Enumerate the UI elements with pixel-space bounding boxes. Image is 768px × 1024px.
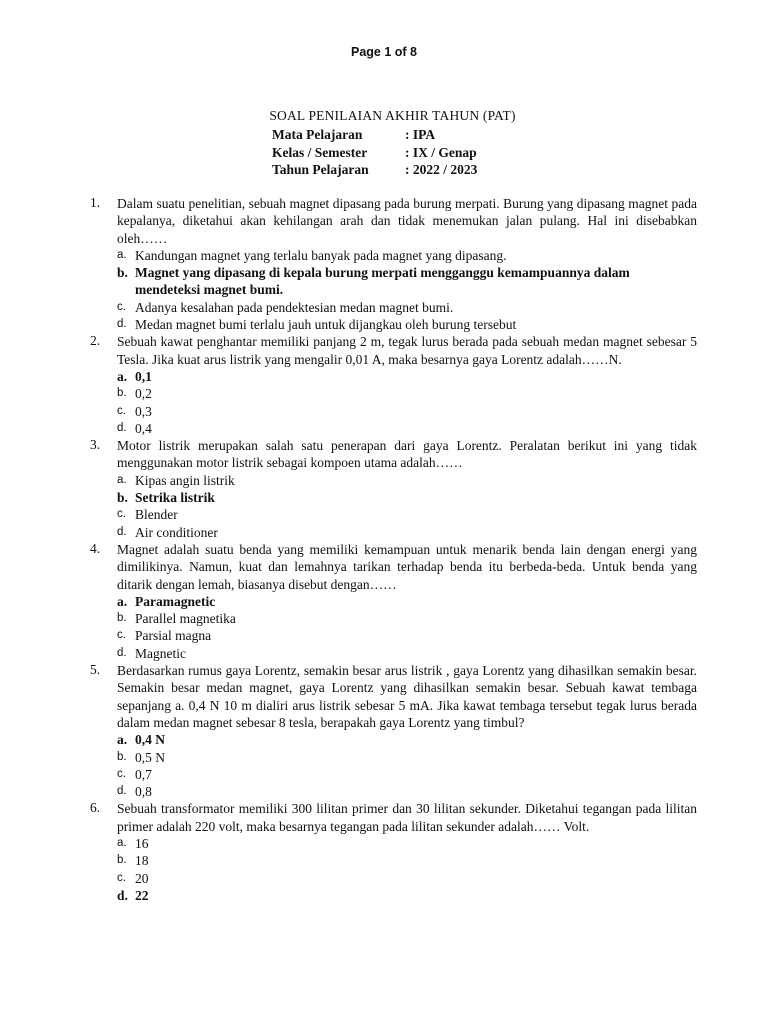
answer-option <box>117 887 697 904</box>
answer-option <box>117 524 697 541</box>
answer-option <box>117 247 697 264</box>
option-letter: b. <box>117 854 127 867</box>
question-item <box>90 800 697 904</box>
option-text: Paramagnetic <box>135 593 216 609</box>
meta-label: Mata Pelajaran <box>272 127 363 142</box>
meta-row-subject <box>272 126 477 144</box>
question-list <box>90 195 697 904</box>
option-text: 0,4 N <box>135 732 165 748</box>
answer-option <box>117 472 697 489</box>
option-text: 0,5 N <box>135 749 165 765</box>
question-number: 1. <box>90 195 101 210</box>
option-text: 16 <box>135 835 149 851</box>
page-number: Page 1 of 8 <box>351 45 417 59</box>
answer-option <box>117 852 697 869</box>
option-text: Kandungan magnet yang terlalu banyak pada magnet yang dipasang. <box>135 247 507 263</box>
answer-option <box>117 783 697 800</box>
answer-option <box>117 299 697 316</box>
option-text: Setrika listrik <box>135 490 215 506</box>
meta-label: Kelas / Semester <box>272 144 368 160</box>
meta-row-year <box>272 161 477 179</box>
question-item <box>90 437 697 541</box>
meta-value: : IPA <box>405 127 436 142</box>
option-letter: d. <box>117 525 127 538</box>
option-letter: c. <box>117 404 126 417</box>
question-number: 4. <box>90 540 101 556</box>
option-letter: d. <box>117 421 127 434</box>
option-letter: c. <box>117 871 126 884</box>
answer-option <box>117 835 697 852</box>
option-text: 0,4 <box>135 420 152 436</box>
question-item <box>90 662 697 800</box>
option-letter: b. <box>117 387 127 400</box>
question-number: 3. <box>90 437 101 453</box>
meta-label: Tahun Pelajaran <box>272 162 369 177</box>
option-letter: a. <box>117 732 128 748</box>
meta-value: : IX / Genap <box>405 144 477 160</box>
answer-option <box>117 489 697 506</box>
option-letter: a. <box>117 473 127 486</box>
answer-option <box>117 870 697 887</box>
option-letter: d. <box>117 318 127 331</box>
answer-option <box>117 645 697 662</box>
option-text: 22 <box>135 887 149 903</box>
option-text: Blender <box>135 507 178 523</box>
question-item <box>90 541 697 662</box>
answer-option <box>117 506 697 523</box>
question-item <box>90 333 697 437</box>
answer-option <box>117 403 697 420</box>
question-number: 2. <box>90 333 101 349</box>
option-text: Adanya kesalahan pada pendektesian medan magnet bumi. <box>135 299 454 315</box>
option-letter: a. <box>117 248 127 261</box>
option-text: 0,3 <box>135 403 152 419</box>
option-letter: d. <box>117 887 128 903</box>
question-text: Motor listrik merupakan salah satu penerapan dari gaya Lorentz. Peralatan berikut ini yang tidak menggunakan motor listrik sebagai kompoen utama adalah…… <box>117 438 697 471</box>
answer-option <box>117 264 697 299</box>
answer-option <box>117 385 697 402</box>
exam-title: SOAL PENILAIAN AKHIR TAHUN (PAT) <box>269 108 516 123</box>
option-text: 0,8 <box>135 784 152 800</box>
option-text: Parallel magnetika <box>135 611 236 627</box>
option-letter: a. <box>117 368 128 384</box>
question-text: Magnet adalah suatu benda yang memiliki kemampuan untuk menarik benda lain dengan energi yang dimilikinya. Namun, kuat dan lemahnya tarikan terhadap benda itu berbeda-beda. Untuk benda yang ditarik dengan lemah, biasanya disebut dengan…… <box>117 541 697 592</box>
option-text: Air conditioner <box>135 524 218 540</box>
option-text: 0,1 <box>135 368 152 384</box>
meta-value: : 2022 / 2023 <box>405 162 478 177</box>
option-letter: b. <box>117 612 127 625</box>
option-text: Magnetic <box>135 645 186 661</box>
answer-option <box>117 610 697 627</box>
question-text: Sebuah transformator memiliki 300 lilitan primer dan 30 lilitan sekunder. Diketahui tegangan pada lilitan primer adalah 220 volt, maka besarnya tegangan pada lilitan sekunder adalah…… Volt. <box>117 801 697 834</box>
answer-option <box>117 316 697 333</box>
option-text: Kipas angin listrik <box>135 472 235 488</box>
question-text: Dalam suatu penelitian, sebuah magnet dipasang pada burung merpati. Burung yang dipasang magnet pada kepalanya, diketahui akan kehilangan arah dan tidak menemukan jalan pulang. Hal ini disebabkan oleh…… <box>117 196 697 246</box>
question-text: Berdasarkan rumus gaya Lorentz, semakin besar arus listrik , gaya Lorentz yang dihasilkan semakin besar. Semakin besar medan magnet, gaya Lorentz yang dihasilkan semakin besar. Sebuah kawat tembaga sepanjang a. 0,4 N 10 m dialiri arus listrik sebesar 5 mA. Jika kawat tembaga tersebut tegak lurus berada dalam medan magnet sebesar 8 tesla, berapakah gaya Lorentz yang timbul? <box>117 663 697 730</box>
question-number: 6. <box>90 800 101 816</box>
answer-option <box>117 420 697 437</box>
exam-meta <box>272 126 477 179</box>
option-letter: b. <box>117 490 128 506</box>
option-text: Medan magnet bumi terlalu jauh untuk dijangkau oleh burung tersebut <box>135 317 517 333</box>
option-letter: a. <box>117 836 127 849</box>
option-text: 0,7 <box>135 766 152 782</box>
option-letter: c. <box>117 767 126 780</box>
answer-option <box>117 627 697 644</box>
option-letter: d. <box>117 785 127 798</box>
option-letter: c. <box>117 508 126 521</box>
meta-row-class <box>272 144 477 162</box>
answer-option <box>117 766 697 783</box>
option-letter: b. <box>117 265 128 281</box>
answer-option <box>117 731 697 748</box>
option-letter: b. <box>117 750 127 763</box>
option-text: 18 <box>135 853 149 869</box>
question-number: 5. <box>90 662 101 678</box>
answer-option <box>117 749 697 766</box>
question-item <box>90 195 697 333</box>
question-text: Sebuah kawat penghantar memiliki panjang 2 m, tegak lurus berada pada sebuah medan magnet sebesar 5 Tesla. Jika kuat arus listrik yang mengalir 0,01 A, maka besarnya gaya Lorentz adalah……N. <box>117 334 697 367</box>
option-letter: c. <box>117 629 126 642</box>
answer-option <box>117 593 697 610</box>
option-letter: d. <box>117 646 127 659</box>
option-letter: c. <box>117 300 126 313</box>
option-text: 20 <box>135 870 149 886</box>
option-text: Magnet yang dipasang di kepala burung merpati mengganggu kemampuannya dalam mendeteksi magnet bumi. <box>135 265 630 298</box>
option-text: Parsial magna <box>135 628 212 644</box>
option-text: 0,2 <box>135 386 152 402</box>
answer-option <box>117 368 697 385</box>
option-letter: a. <box>117 593 128 609</box>
